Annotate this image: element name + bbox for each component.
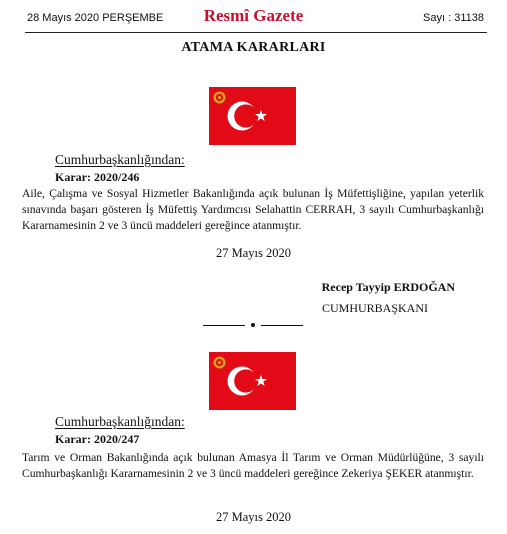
signer-title: CUMHURBAŞKANI	[322, 301, 429, 315]
section-title: ATAMA KARARLARI	[181, 40, 326, 55]
decision-number: Karar: 2020/247	[55, 432, 140, 446]
decision-text: Tarım ve Orman Bakanlığında açık bulunan Amasya İl Tarım ve Orman Müdürlüğüne, 3 sayılı Cumhurbaşkanlığı Kararnamesinin 2 ve 3 üncü maddeleri gereğince Zekeriya ŞEKER atanmıştır.	[22, 451, 484, 480]
decision-date: 27 Mayıs 2020	[216, 246, 291, 260]
decision-separator	[203, 322, 303, 328]
separator-line-right	[261, 325, 303, 326]
separator-line-left	[203, 325, 245, 326]
decision-issuer: Cumhurbaşkanlığından:	[55, 152, 185, 167]
gazette-title: Resmî Gazete	[203, 6, 304, 25]
header-divider	[25, 32, 487, 33]
decision-text: Aile, Çalışma ve Sosyal Hizmetler Bakanlığında açık bulunan İş Müfettişliğine, yapılan yeterlik sınavında başarı gösteren İş Müfettiş Yardımcısı Selahattin CERRAH, 3 sayılı Cumhurbaşkanlığı Kararnamesinin 2 ve 3 üncü maddeleri gereğince atanmıştır.	[22, 187, 484, 232]
decision-date: 27 Mayıs 2020	[216, 510, 291, 524]
gazette-header	[0, 0, 507, 32]
issue-date: 28 Mayıs 2020 PERŞEMBE	[27, 12, 164, 24]
signer-name: Recep Tayyip ERDOĞAN	[321, 280, 455, 294]
issue-number: Sayı : 31138	[423, 12, 484, 24]
presidential-emblem-icon	[213, 91, 226, 104]
separator-dot	[251, 323, 255, 327]
decision-issuer: Cumhurbaşkanlığından:	[55, 414, 185, 429]
decision-number: Karar: 2020/246	[55, 170, 140, 184]
presidential-emblem-icon	[213, 356, 226, 369]
